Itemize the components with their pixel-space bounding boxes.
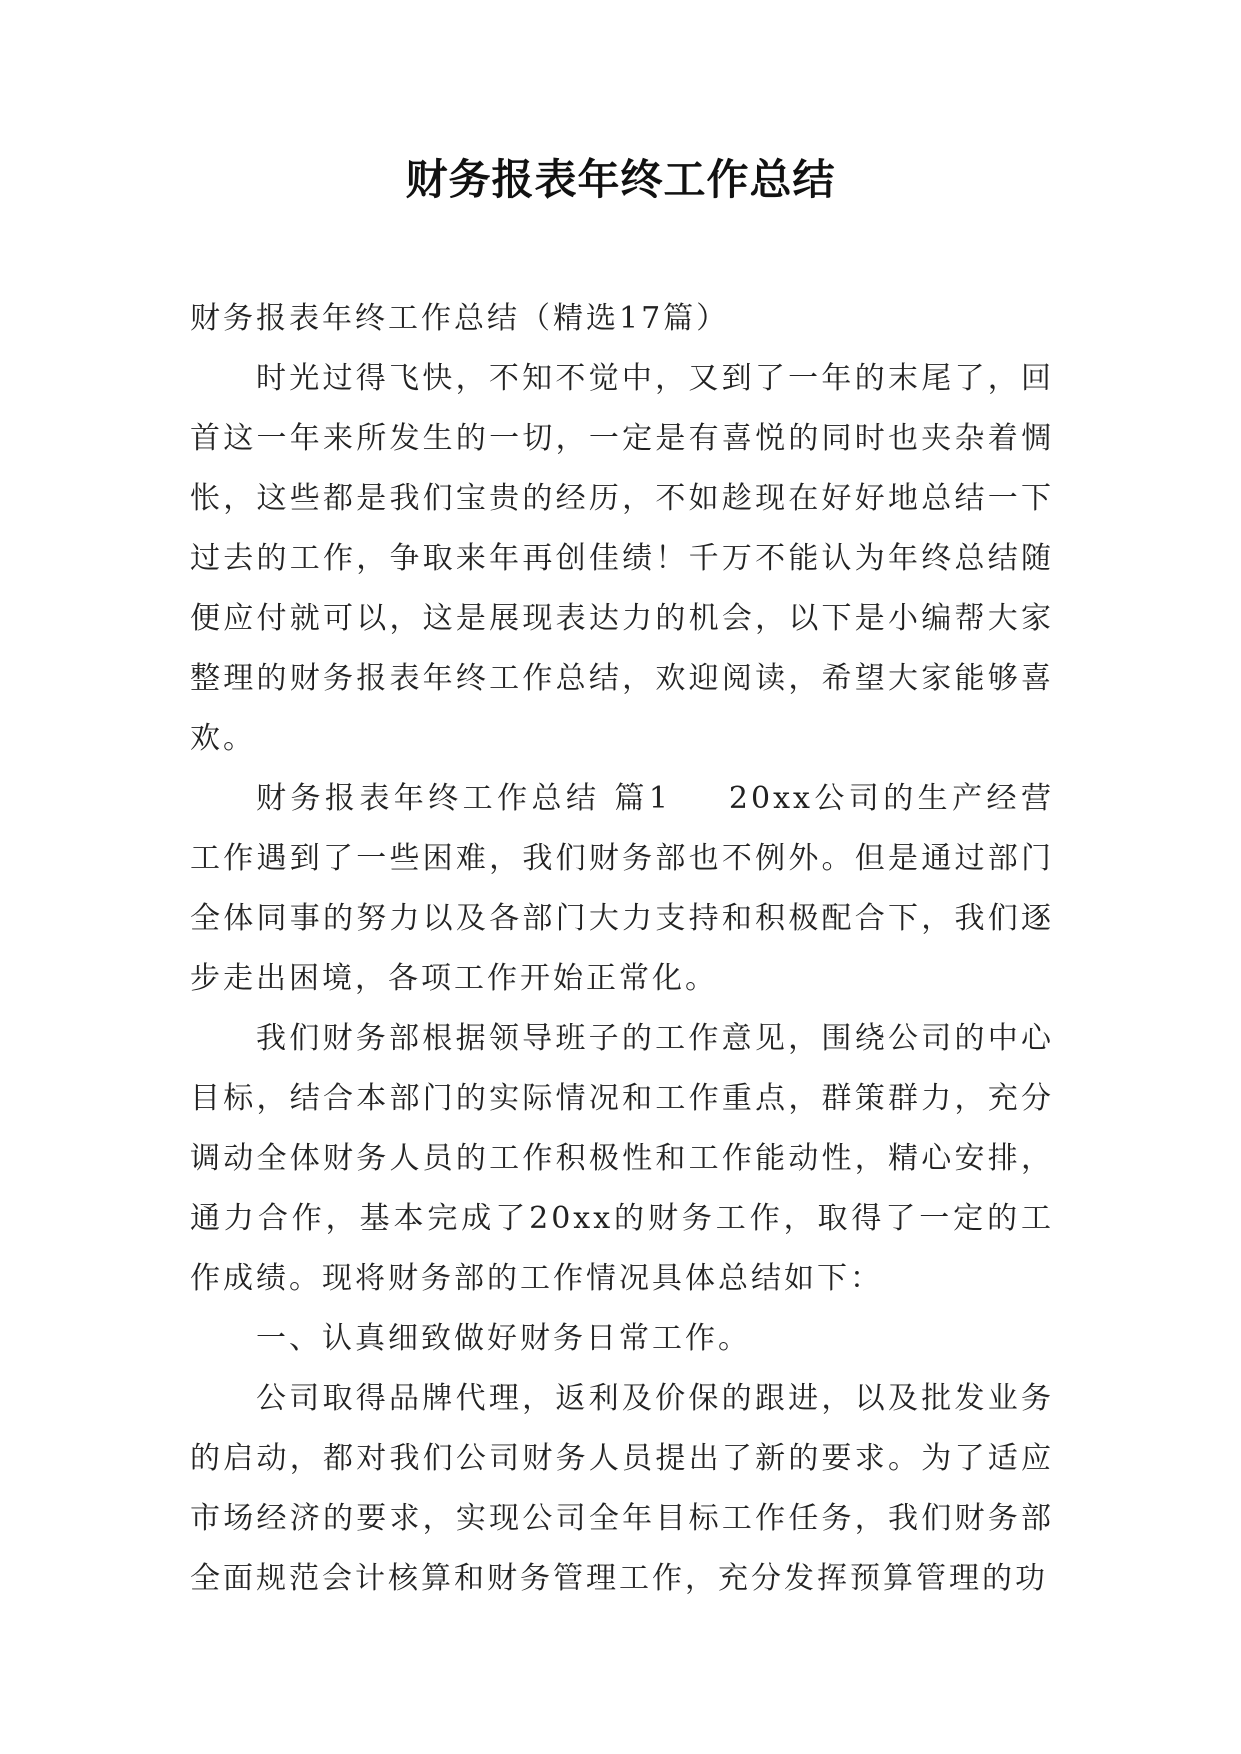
document-subtitle: 财务报表年终工作总结（精选17篇）	[190, 301, 730, 336]
item-one-heading: 一、认真细致做好财务日常工作。	[256, 1321, 751, 1356]
brand-paragraph: 公司取得品牌代理，返利及价保的跟进，以及批发业务的启动，都对我们公司财务人员提出了新的要求。为了适应市场经济的要求，实现公司全年目标工作任务，我们财务部全面规范会计核算和财务管理工作，充分发挥预算管理的功	[190, 1381, 1054, 1596]
document-title: 财务报表年终工作总结	[405, 155, 836, 204]
goals-paragraph: 我们财务部根据领导班子的工作意见，围绕公司的中心目标，结合本部门的实际情况和工作重点，群策群力，充分调动全体财务人员的工作积极性和工作能动性，精心安排，通力合作，基本完成了20xx的财务工作，取得了一定的工作成绩。现将财务部的工作情况具体总结如下：	[190, 1021, 1054, 1296]
intro-paragraph: 时光过得飞快，不知不觉中，又到了一年的末尾了，回首这一年来所发生的一切，一定是有喜悦的同时也夹杂着惆怅，这些都是我们宝贵的经历，不如趁现在好好地总结一下过去的工作，争取来年再创佳绩！千万不能认为年终总结随便应付就可以，这是展现表达力的机会，以下是小编帮大家整理的财务报表年终工作总结，欢迎阅读，希望大家能够喜欢。	[190, 361, 1054, 756]
section-heading: 财务报表年终工作总结 篇1	[256, 781, 671, 816]
section-intro: 20xx公司的生产经营工作遇到了一些困难，我们财务部也不例外。但是通过部门全体同事的努力以及各部门大力支持和积极配合下，我们逐步走出困境，各项工作开始正常化。	[190, 781, 1054, 996]
document-body	[190, 289, 1054, 1609]
section-1-paragraph	[190, 769, 1054, 1009]
